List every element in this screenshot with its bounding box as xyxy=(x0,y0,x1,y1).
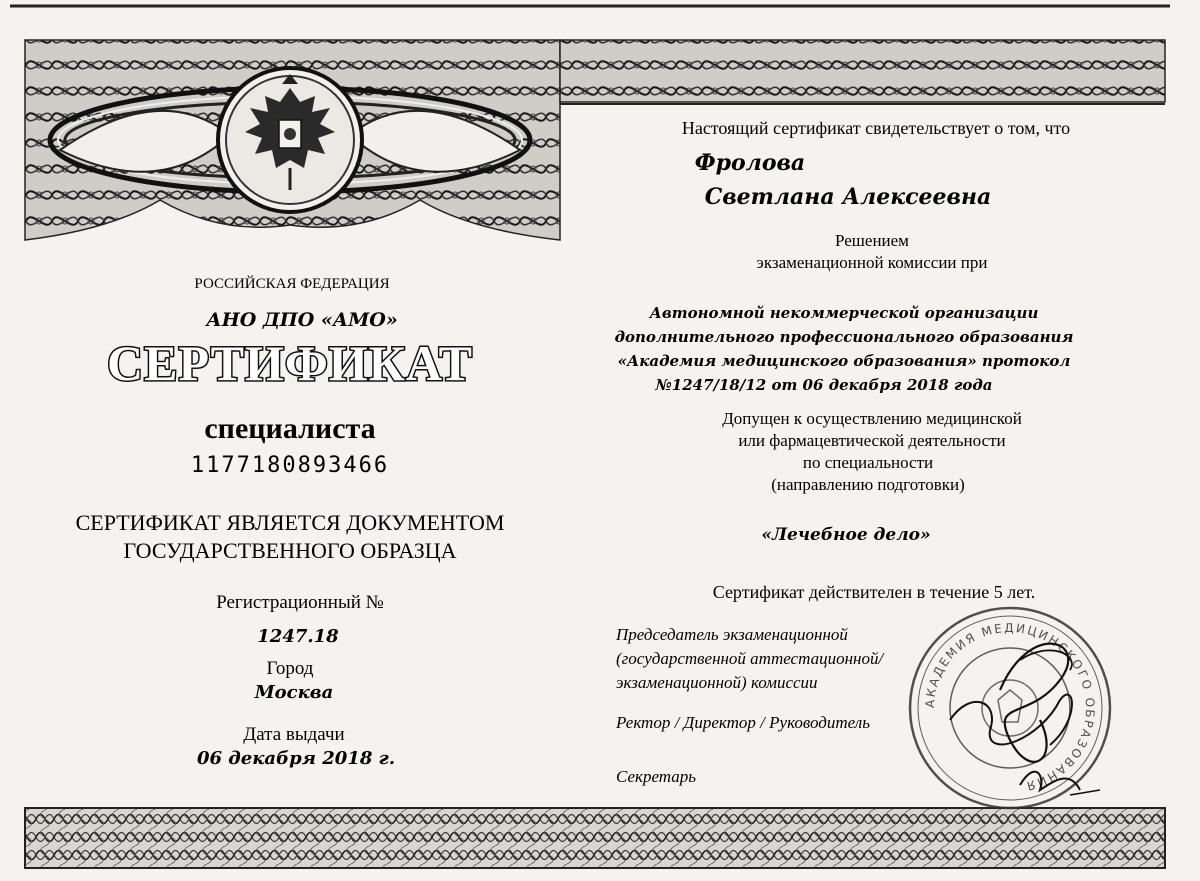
chair-line-2: (государственной аттестационной/ xyxy=(616,649,884,668)
city-label: Город xyxy=(266,658,314,679)
city-value: Москва xyxy=(254,682,334,703)
admit-line-2: или фармацевтической деятельности xyxy=(738,431,1006,450)
country-label: РОССИЙСКАЯ ФЕДЕРАЦИЯ xyxy=(194,276,390,292)
holder-given-names: Светлана Алексеевна xyxy=(704,184,992,210)
rector-line: Ректор / Директор / Руководитель xyxy=(616,713,870,732)
right-ornament-band xyxy=(560,40,1165,104)
signature-rector xyxy=(950,695,1072,745)
seal-ring-text: АКАДЕМИЯ МЕДИЦИНСКОГО ОБРАЗОВАНИЯ xyxy=(922,620,1098,794)
signature-chair xyxy=(1000,644,1072,762)
org-full-line-1: Автономной некоммерческой организации xyxy=(649,304,1039,322)
bottom-ornament-band xyxy=(25,808,1165,868)
registration-label: Регистрационный № xyxy=(216,592,384,613)
chair-line-3: экзаменационной) комиссии xyxy=(616,673,818,692)
org-full-line-2: дополнительного профессионального образования xyxy=(614,328,1074,346)
org-short-name: АНО ДПО «АМО» xyxy=(206,309,398,331)
certificate-subtitle: специалиста xyxy=(204,412,376,445)
secretary-line: Секретарь xyxy=(616,767,696,786)
chair-line-1: Председатель экзаменационной xyxy=(616,625,848,644)
official-seal xyxy=(910,608,1110,808)
org-full-line-3: «Академия медицинского образования» протокол xyxy=(617,352,1071,370)
issue-date-value: 06 декабря 2018 г. xyxy=(196,748,396,769)
specialty-value: «Лечебное дело» xyxy=(761,525,931,545)
certificate-title: СЕРТИФИКАТ xyxy=(106,335,474,391)
issue-date-label: Дата выдачи xyxy=(243,724,345,745)
certificate-number: 1177180893466 xyxy=(190,453,390,478)
intro-text: Настоящий сертификат свидетельствует о том, что xyxy=(681,118,1071,138)
admit-line-1: Допущен к осуществлению медицинской xyxy=(722,409,1022,428)
doc-status-line-1: СЕРТИФИКАТ ЯВЛЯЕТСЯ ДОКУМЕНТОМ xyxy=(75,510,505,535)
protocol-line: №1247/18/12 от 06 декабря 2018 года xyxy=(655,376,993,394)
doc-status-line-2: ГОСУДАРСТВЕННОГО ОБРАЗЦА xyxy=(123,538,457,563)
admit-line-4: (направлению подготовки) xyxy=(771,475,965,494)
validity-text: Сертификат действителен в течение 5 лет. xyxy=(712,582,1036,602)
holder-surname: Фролова xyxy=(694,150,806,176)
decision-line-2: экзаменационной комиссии при xyxy=(756,253,988,272)
coat-of-arms-emblem xyxy=(218,68,362,212)
admit-line-3: по специальности xyxy=(802,453,934,472)
registration-number: 1247.18 xyxy=(257,626,339,647)
decision-line-1: Решением xyxy=(835,231,909,250)
